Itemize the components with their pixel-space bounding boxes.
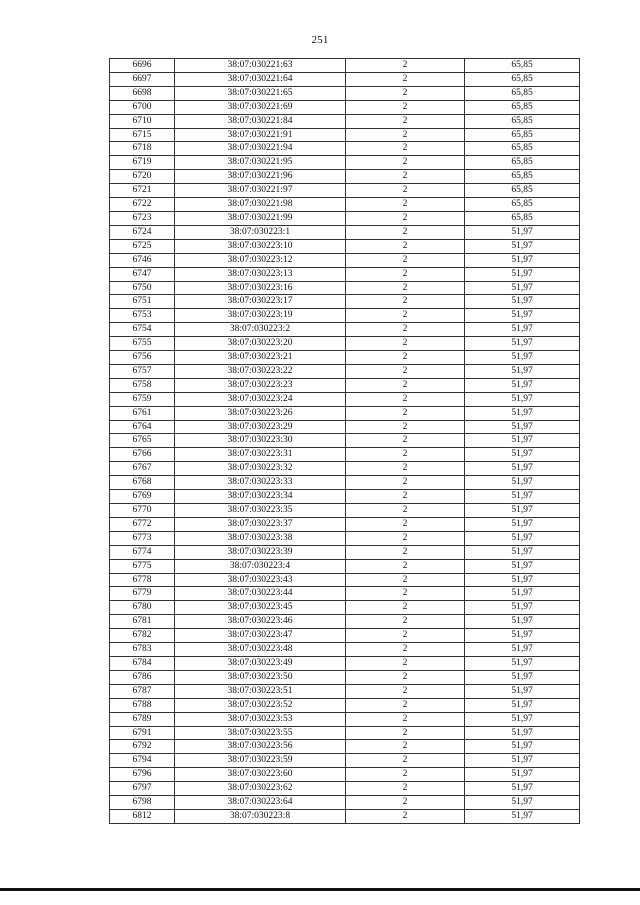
table-row <box>110 462 580 476</box>
table-row <box>110 740 580 754</box>
row-number-cell: 6758 <box>110 378 175 392</box>
value-cell: 51,97 <box>465 267 580 281</box>
cadastral-number-cell: 38:07:030223:53 <box>175 712 346 726</box>
quantity-cell: 2 <box>346 239 465 253</box>
row-number-cell: 6753 <box>110 309 175 323</box>
row-number-cell: 6697 <box>110 72 175 86</box>
quantity-cell: 2 <box>346 351 465 365</box>
quantity-cell: 2 <box>346 337 465 351</box>
row-number-cell: 6768 <box>110 476 175 490</box>
row-number-cell: 6781 <box>110 615 175 629</box>
row-number-cell: 6719 <box>110 156 175 170</box>
value-cell: 51,97 <box>465 448 580 462</box>
quantity-cell: 2 <box>346 670 465 684</box>
quantity-cell: 2 <box>346 531 465 545</box>
table-row <box>110 211 580 225</box>
table-row <box>110 59 580 73</box>
row-number-cell: 6718 <box>110 142 175 156</box>
table-row <box>110 142 580 156</box>
cadastral-number-cell: 38:07:030223:24 <box>175 392 346 406</box>
row-number-cell: 6769 <box>110 490 175 504</box>
quantity-cell: 2 <box>346 740 465 754</box>
value-cell: 51,97 <box>465 726 580 740</box>
table-row <box>110 295 580 309</box>
row-number-cell: 6724 <box>110 225 175 239</box>
row-number-cell: 6765 <box>110 434 175 448</box>
cadastral-number-cell: 38:07:030221:94 <box>175 142 346 156</box>
cadastral-number-cell: 38:07:030223:2 <box>175 323 346 337</box>
page-number: 251 <box>311 34 329 46</box>
quantity-cell: 2 <box>346 86 465 100</box>
cadastral-number-cell: 38:07:030223:17 <box>175 295 346 309</box>
value-cell: 51,97 <box>465 309 580 323</box>
quantity-cell: 2 <box>346 184 465 198</box>
row-number-cell: 6725 <box>110 239 175 253</box>
table-row <box>110 267 580 281</box>
table-row <box>110 517 580 531</box>
table-row <box>110 490 580 504</box>
quantity-cell: 2 <box>346 726 465 740</box>
cadastral-number-cell: 38:07:030223:37 <box>175 517 346 531</box>
value-cell: 51,97 <box>465 476 580 490</box>
table-row <box>110 253 580 267</box>
value-cell: 51,97 <box>465 420 580 434</box>
quantity-cell: 2 <box>346 476 465 490</box>
quantity-cell: 2 <box>346 72 465 86</box>
row-number-cell: 6791 <box>110 726 175 740</box>
cadastral-number-cell: 38:07:030223:59 <box>175 754 346 768</box>
value-cell: 65,85 <box>465 156 580 170</box>
value-cell: 65,85 <box>465 86 580 100</box>
row-number-cell: 6792 <box>110 740 175 754</box>
table-row <box>110 392 580 406</box>
quantity-cell: 2 <box>346 629 465 643</box>
quantity-cell: 2 <box>346 392 465 406</box>
value-cell: 51,97 <box>465 601 580 615</box>
quantity-cell: 2 <box>346 156 465 170</box>
quantity-cell: 2 <box>346 545 465 559</box>
value-cell: 65,85 <box>465 59 580 73</box>
quantity-cell: 2 <box>346 364 465 378</box>
row-number-cell: 6787 <box>110 684 175 698</box>
quantity-cell: 2 <box>346 114 465 128</box>
value-cell: 65,85 <box>465 114 580 128</box>
row-number-cell: 6767 <box>110 462 175 476</box>
quantity-cell: 2 <box>346 684 465 698</box>
table-row <box>110 225 580 239</box>
row-number-cell: 6772 <box>110 517 175 531</box>
value-cell: 51,97 <box>465 684 580 698</box>
table-row <box>110 615 580 629</box>
cadastral-number-cell: 38:07:030223:4 <box>175 559 346 573</box>
row-number-cell: 6751 <box>110 295 175 309</box>
value-cell: 51,97 <box>465 531 580 545</box>
table-row <box>110 420 580 434</box>
value-cell: 51,97 <box>465 670 580 684</box>
table-row <box>110 337 580 351</box>
row-number-cell: 6780 <box>110 601 175 615</box>
value-cell: 51,97 <box>465 225 580 239</box>
row-number-cell: 6757 <box>110 364 175 378</box>
quantity-cell: 2 <box>346 406 465 420</box>
cadastral-number-cell: 38:07:030223:60 <box>175 768 346 782</box>
table-row <box>110 782 580 796</box>
value-cell: 51,97 <box>465 517 580 531</box>
value-cell: 51,97 <box>465 754 580 768</box>
cadastral-number-cell: 38:07:030223:51 <box>175 684 346 698</box>
table-row <box>110 601 580 615</box>
bottom-scan-edge <box>0 888 640 891</box>
value-cell: 51,97 <box>465 253 580 267</box>
cadastral-number-cell: 38:07:030223:34 <box>175 490 346 504</box>
table-row <box>110 531 580 545</box>
value-cell: 51,97 <box>465 323 580 337</box>
value-cell: 65,85 <box>465 184 580 198</box>
table-row <box>110 809 580 823</box>
table-row <box>110 128 580 142</box>
row-number-cell: 6773 <box>110 531 175 545</box>
quantity-cell: 2 <box>346 573 465 587</box>
row-number-cell: 6759 <box>110 392 175 406</box>
cadastral-number-cell: 38:07:030223:44 <box>175 587 346 601</box>
value-cell: 51,97 <box>465 573 580 587</box>
row-number-cell: 6774 <box>110 545 175 559</box>
quantity-cell: 2 <box>346 782 465 796</box>
row-number-cell: 6756 <box>110 351 175 365</box>
cadastral-number-cell: 38:07:030223:12 <box>175 253 346 267</box>
value-cell: 51,97 <box>465 629 580 643</box>
table-row <box>110 796 580 810</box>
row-number-cell: 6786 <box>110 670 175 684</box>
cadastral-number-cell: 38:07:030223:64 <box>175 796 346 810</box>
cadastral-number-cell: 38:07:030223:62 <box>175 782 346 796</box>
cadastral-number-cell: 38:07:030221:98 <box>175 198 346 212</box>
cadastral-number-cell: 38:07:030223:22 <box>175 364 346 378</box>
cadastral-number-cell: 38:07:030223:32 <box>175 462 346 476</box>
row-number-cell: 6783 <box>110 643 175 657</box>
table-row <box>110 670 580 684</box>
row-number-cell: 6723 <box>110 211 175 225</box>
value-cell: 51,97 <box>465 615 580 629</box>
quantity-cell: 2 <box>346 295 465 309</box>
quantity-cell: 2 <box>346 128 465 142</box>
cadastral-number-cell: 38:07:030221:65 <box>175 86 346 100</box>
table-row <box>110 378 580 392</box>
row-number-cell: 6784 <box>110 656 175 670</box>
quantity-cell: 2 <box>346 656 465 670</box>
value-cell: 51,97 <box>465 782 580 796</box>
table-row <box>110 768 580 782</box>
row-number-cell: 6721 <box>110 184 175 198</box>
table-row <box>110 559 580 573</box>
data-table <box>109 58 580 824</box>
cadastral-number-cell: 38:07:030223:56 <box>175 740 346 754</box>
cadastral-number-cell: 38:07:030223:33 <box>175 476 346 490</box>
cadastral-number-cell: 38:07:030221:84 <box>175 114 346 128</box>
quantity-cell: 2 <box>346 267 465 281</box>
row-number-cell: 6754 <box>110 323 175 337</box>
table-row <box>110 504 580 518</box>
table-row <box>110 351 580 365</box>
table-row <box>110 72 580 86</box>
quantity-cell: 2 <box>346 309 465 323</box>
quantity-cell: 2 <box>346 809 465 823</box>
cadastral-number-cell: 38:07:030223:47 <box>175 629 346 643</box>
quantity-cell: 2 <box>346 281 465 295</box>
cadastral-number-cell: 38:07:030221:95 <box>175 156 346 170</box>
quantity-cell: 2 <box>346 490 465 504</box>
cadastral-number-cell: 38:07:030223:21 <box>175 351 346 365</box>
table-body <box>110 59 580 824</box>
cadastral-number-cell: 38:07:030223:46 <box>175 615 346 629</box>
row-number-cell: 6761 <box>110 406 175 420</box>
row-number-cell: 6796 <box>110 768 175 782</box>
quantity-cell: 2 <box>346 198 465 212</box>
value-cell: 51,97 <box>465 462 580 476</box>
row-number-cell: 6775 <box>110 559 175 573</box>
row-number-cell: 6766 <box>110 448 175 462</box>
row-number-cell: 6779 <box>110 587 175 601</box>
value-cell: 51,97 <box>465 768 580 782</box>
value-cell: 65,85 <box>465 72 580 86</box>
table-row <box>110 656 580 670</box>
cadastral-number-cell: 38:07:030223:16 <box>175 281 346 295</box>
row-number-cell: 6797 <box>110 782 175 796</box>
table-row <box>110 170 580 184</box>
value-cell: 51,97 <box>465 378 580 392</box>
row-number-cell: 6778 <box>110 573 175 587</box>
value-cell: 51,97 <box>465 281 580 295</box>
row-number-cell: 6750 <box>110 281 175 295</box>
cadastral-number-cell: 38:07:030221:96 <box>175 170 346 184</box>
quantity-cell: 2 <box>346 698 465 712</box>
table-row <box>110 100 580 114</box>
row-number-cell: 6696 <box>110 59 175 73</box>
value-cell: 51,97 <box>465 351 580 365</box>
cadastral-number-cell: 38:07:030223:29 <box>175 420 346 434</box>
row-number-cell: 6746 <box>110 253 175 267</box>
value-cell: 65,85 <box>465 142 580 156</box>
table-row <box>110 643 580 657</box>
quantity-cell: 2 <box>346 504 465 518</box>
cadastral-number-cell: 38:07:030223:26 <box>175 406 346 420</box>
table-row <box>110 587 580 601</box>
value-cell: 51,97 <box>465 656 580 670</box>
value-cell: 51,97 <box>465 364 580 378</box>
quantity-cell: 2 <box>346 59 465 73</box>
quantity-cell: 2 <box>346 754 465 768</box>
value-cell: 51,97 <box>465 239 580 253</box>
quantity-cell: 2 <box>346 559 465 573</box>
value-cell: 51,97 <box>465 295 580 309</box>
table-row <box>110 86 580 100</box>
quantity-cell: 2 <box>346 100 465 114</box>
cadastral-number-cell: 38:07:030223:35 <box>175 504 346 518</box>
quantity-cell: 2 <box>346 378 465 392</box>
value-cell: 51,97 <box>465 434 580 448</box>
value-cell: 51,97 <box>465 809 580 823</box>
cadastral-number-cell: 38:07:030221:91 <box>175 128 346 142</box>
row-number-cell: 6755 <box>110 337 175 351</box>
quantity-cell: 2 <box>346 462 465 476</box>
cadastral-number-cell: 38:07:030223:52 <box>175 698 346 712</box>
row-number-cell: 6722 <box>110 198 175 212</box>
cadastral-number-cell: 38:07:030223:10 <box>175 239 346 253</box>
row-number-cell: 6698 <box>110 86 175 100</box>
cadastral-number-cell: 38:07:030221:69 <box>175 100 346 114</box>
row-number-cell: 6788 <box>110 698 175 712</box>
cadastral-number-cell: 38:07:030223:39 <box>175 545 346 559</box>
cadastral-number-cell: 38:07:030223:45 <box>175 601 346 615</box>
table-row <box>110 726 580 740</box>
row-number-cell: 6764 <box>110 420 175 434</box>
table-row <box>110 712 580 726</box>
table-row <box>110 573 580 587</box>
quantity-cell: 2 <box>346 517 465 531</box>
cadastral-number-cell: 38:07:030223:1 <box>175 225 346 239</box>
table-row <box>110 184 580 198</box>
cadastral-number-cell: 38:07:030223:8 <box>175 809 346 823</box>
value-cell: 65,85 <box>465 198 580 212</box>
table-row <box>110 434 580 448</box>
row-number-cell: 6798 <box>110 796 175 810</box>
table-row <box>110 239 580 253</box>
value-cell: 51,97 <box>465 796 580 810</box>
table-row <box>110 323 580 337</box>
cadastral-number-cell: 38:07:030223:38 <box>175 531 346 545</box>
quantity-cell: 2 <box>346 615 465 629</box>
table-row <box>110 198 580 212</box>
quantity-cell: 2 <box>346 643 465 657</box>
quantity-cell: 2 <box>346 434 465 448</box>
cadastral-number-cell: 38:07:030221:63 <box>175 59 346 73</box>
table-row <box>110 114 580 128</box>
value-cell: 51,97 <box>465 740 580 754</box>
table-row <box>110 698 580 712</box>
cadastral-number-cell: 38:07:030223:30 <box>175 434 346 448</box>
value-cell: 51,97 <box>465 698 580 712</box>
quantity-cell: 2 <box>346 211 465 225</box>
cadastral-number-cell: 38:07:030223:23 <box>175 378 346 392</box>
quantity-cell: 2 <box>346 768 465 782</box>
cadastral-number-cell: 38:07:030223:19 <box>175 309 346 323</box>
table-row <box>110 545 580 559</box>
quantity-cell: 2 <box>346 601 465 615</box>
value-cell: 51,97 <box>465 392 580 406</box>
cadastral-number-cell: 38:07:030223:13 <box>175 267 346 281</box>
quantity-cell: 2 <box>346 142 465 156</box>
value-cell: 65,85 <box>465 100 580 114</box>
cadastral-number-cell: 38:07:030223:49 <box>175 656 346 670</box>
cadastral-number-cell: 38:07:030221:99 <box>175 211 346 225</box>
row-number-cell: 6715 <box>110 128 175 142</box>
row-number-cell: 6770 <box>110 504 175 518</box>
cadastral-number-cell: 38:07:030223:50 <box>175 670 346 684</box>
quantity-cell: 2 <box>346 170 465 184</box>
quantity-cell: 2 <box>346 253 465 267</box>
row-number-cell: 6789 <box>110 712 175 726</box>
value-cell: 51,97 <box>465 587 580 601</box>
value-cell: 51,97 <box>465 545 580 559</box>
value-cell: 51,97 <box>465 490 580 504</box>
table-row <box>110 309 580 323</box>
table-row <box>110 629 580 643</box>
quantity-cell: 2 <box>346 587 465 601</box>
row-number-cell: 6747 <box>110 267 175 281</box>
value-cell: 65,85 <box>465 170 580 184</box>
quantity-cell: 2 <box>346 225 465 239</box>
cadastral-number-cell: 38:07:030223:48 <box>175 643 346 657</box>
table-row <box>110 281 580 295</box>
value-cell: 51,97 <box>465 504 580 518</box>
row-number-cell: 6794 <box>110 754 175 768</box>
quantity-cell: 2 <box>346 712 465 726</box>
quantity-cell: 2 <box>346 420 465 434</box>
value-cell: 51,97 <box>465 643 580 657</box>
row-number-cell: 6782 <box>110 629 175 643</box>
cadastral-number-cell: 38:07:030223:31 <box>175 448 346 462</box>
quantity-cell: 2 <box>346 796 465 810</box>
table-row <box>110 448 580 462</box>
row-number-cell: 6710 <box>110 114 175 128</box>
table-row <box>110 364 580 378</box>
table-row <box>110 156 580 170</box>
value-cell: 65,85 <box>465 211 580 225</box>
row-number-cell: 6812 <box>110 809 175 823</box>
value-cell: 51,97 <box>465 559 580 573</box>
cadastral-number-cell: 38:07:030223:43 <box>175 573 346 587</box>
value-cell: 51,97 <box>465 337 580 351</box>
table-row <box>110 754 580 768</box>
cadastral-number-cell: 38:07:030221:97 <box>175 184 346 198</box>
cadastral-number-cell: 38:07:030221:64 <box>175 72 346 86</box>
value-cell: 51,97 <box>465 712 580 726</box>
cadastral-number-cell: 38:07:030223:55 <box>175 726 346 740</box>
quantity-cell: 2 <box>346 448 465 462</box>
table-row <box>110 406 580 420</box>
table-row <box>110 684 580 698</box>
value-cell: 65,85 <box>465 128 580 142</box>
quantity-cell: 2 <box>346 323 465 337</box>
table-row <box>110 476 580 490</box>
row-number-cell: 6700 <box>110 100 175 114</box>
row-number-cell: 6720 <box>110 170 175 184</box>
value-cell: 51,97 <box>465 406 580 420</box>
cadastral-number-cell: 38:07:030223:20 <box>175 337 346 351</box>
